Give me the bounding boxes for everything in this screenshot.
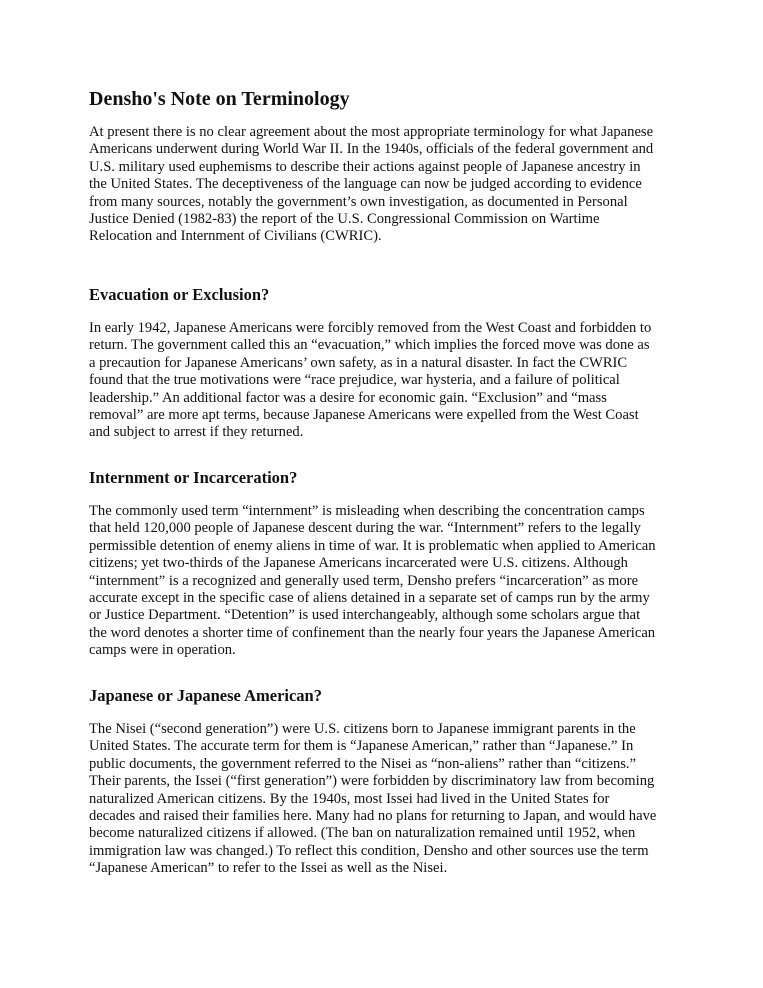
text-line: that held 120,000 people of Japanese descent during the war. “Internment” refers to the legally bbox=[89, 520, 641, 537]
section-heading-japanese-american: Japanese or Japanese American? bbox=[89, 686, 322, 705]
text-line: Justice Denied (1982-83) the report of the U.S. Congressional Commission on Wartime bbox=[89, 211, 600, 228]
text-line: from many sources, notably the government’s own investigation, as documented in Personal bbox=[89, 193, 628, 210]
text-line: removal” are more apt terms, because Japanese Americans were expelled from the West Coast bbox=[89, 407, 639, 424]
text-line: At present there is no clear agreement about the most appropriate terminology for what Japanese bbox=[89, 124, 654, 140]
text-line: camps were in operation. bbox=[89, 642, 236, 659]
section-paragraph-internment bbox=[89, 503, 656, 660]
text-line: Relocation and Internment of Civilians (CWRIC). bbox=[89, 228, 382, 245]
intro-paragraph bbox=[89, 124, 653, 246]
text-line: become naturalized citizens if allowed. (The ban on naturalization remained until 1952, when bbox=[89, 825, 636, 842]
text-line: The commonly used term “internment” is misleading when describing the concentration camps bbox=[89, 503, 645, 519]
text-line: The Nisei (“second generation”) were U.S. citizens born to Japanese immigrant parents in the bbox=[89, 721, 636, 737]
text-line: return. The government called this an “evacuation,” which implies the forced move was done as bbox=[89, 337, 650, 354]
text-line: accurate except in the specific case of aliens detained in a separate set of camps run by the army bbox=[89, 590, 650, 607]
text-line: citizens; yet two-thirds of the Japanese Americans incarcerated were U.S. citizens. Although bbox=[89, 555, 628, 572]
text-line: or Justice Department. “Detention” is used interchangeably, although some scholars argue that bbox=[89, 607, 641, 624]
text-line: U.S. military used euphemisms to describe their actions against people of Japanese ancestry in bbox=[89, 158, 641, 175]
text-line: decades and raised their families here. Many had no plans for returning to Japan, and would have bbox=[89, 808, 657, 825]
text-line: immigration law was changed.) To reflect this condition, Densho and other sources use the term bbox=[89, 842, 649, 859]
text-line: found that the true motivations were “race prejudice, war hysteria, and a failure of political bbox=[89, 372, 620, 389]
section-paragraph-evacuation bbox=[89, 320, 651, 442]
text-line: the United States. The deceptiveness of the language can now be judged according to evidence bbox=[89, 176, 642, 193]
text-line: leadership.” An additional factor was a desire for economic gain. “Exclusion” and “mass bbox=[89, 389, 607, 406]
text-line: a precaution for Japanese Americans’ own safety, as in a natural disaster. In fact the CWRIC bbox=[89, 354, 628, 371]
text-line: In early 1942, Japanese Americans were forcibly removed from the West Coast and forbidden to bbox=[89, 320, 652, 336]
text-line: public documents, the government referred to the Nisei as “non-aliens” rather than “citizens.” bbox=[89, 755, 637, 772]
text-line: Americans underwent during World War II. In the 1940s, officials of the federal government and bbox=[89, 141, 654, 158]
text-line: United States. The accurate term for them is “Japanese American,” rather than “Japanese.” In bbox=[89, 738, 634, 755]
text-line: “internment” is a recognized and generally used term, Densho prefers “incarceration” as more bbox=[89, 572, 639, 589]
section-heading-evacuation: Evacuation or Exclusion? bbox=[89, 285, 270, 304]
text-line: Their parents, the Issei (“first generation”) were forbidden by discriminatory law from becoming bbox=[89, 773, 655, 790]
text-line: the word denotes a shorter time of confinement than the nearly four years the Japanese American bbox=[89, 624, 656, 641]
text-line: and subject to arrest if they returned. bbox=[89, 424, 304, 441]
page-title: Densho's Note on Terminology bbox=[89, 88, 350, 110]
section-heading-internment: Internment or Incarceration? bbox=[89, 468, 298, 487]
text-line: “Japanese American” to refer to the Issei as well as the Nisei. bbox=[89, 860, 448, 877]
section-paragraph-japanese-american bbox=[89, 721, 656, 878]
text-line: permissible detention of enemy aliens in time of war. It is problematic when applied to American bbox=[89, 537, 656, 554]
text-line: naturalized American citizens. By the 1940s, most Issei had lived in the United States for bbox=[89, 790, 610, 807]
